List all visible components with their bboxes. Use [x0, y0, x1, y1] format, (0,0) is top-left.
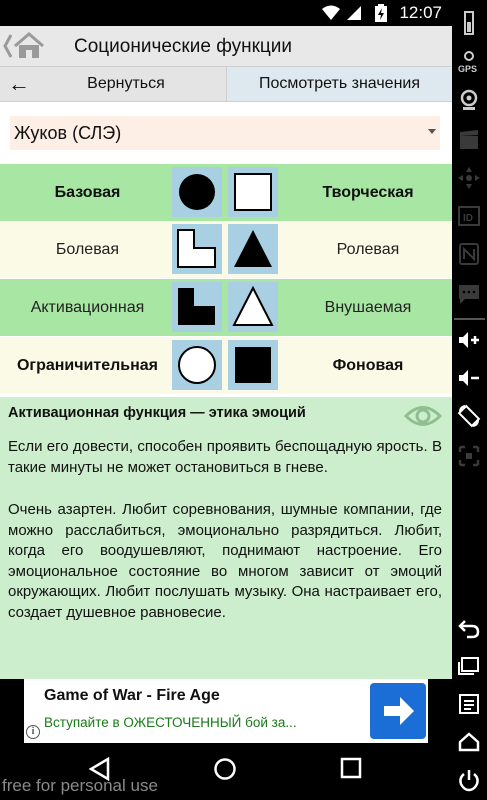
recents-stack-icon[interactable]	[457, 654, 481, 678]
page-title: Соционические функции	[74, 36, 293, 57]
function-row-activation-suggestive	[0, 279, 452, 336]
function-label-pain[interactable]: Болевая	[55, 240, 120, 258]
app-bar	[0, 26, 452, 66]
function-label-suggestive[interactable]: Внушаемая	[324, 298, 412, 316]
function-label-background[interactable]: Фоновая	[332, 356, 404, 374]
back-button[interactable]: Вернуться	[87, 75, 165, 92]
gps-icon[interactable]	[457, 50, 481, 76]
description-paragraph-1: Если его довести, способен проявить беспощадную ярость. В такие минуты не может остановиться в гневе.	[8, 438, 442, 476]
type-select-value: Жуков (СЛЭ)	[14, 123, 122, 143]
ad-margin-left	[0, 679, 24, 743]
id-label: ID	[463, 213, 473, 224]
watermark: free for personal use	[2, 776, 158, 795]
wifi-icon	[322, 5, 340, 21]
outline-square-icon[interactable]	[228, 167, 278, 217]
function-label-role[interactable]: Ролевая	[336, 240, 400, 258]
battery-icon	[375, 4, 387, 22]
filled-triangle-icon[interactable]	[228, 224, 278, 274]
home-outline-icon[interactable]	[457, 730, 481, 754]
outline-circle-icon[interactable]	[172, 340, 222, 390]
eye-icon[interactable]	[404, 403, 442, 429]
arrow-right-icon	[370, 683, 426, 739]
ad-banner[interactable]	[24, 679, 428, 743]
nfc-icon[interactable]	[457, 242, 481, 266]
gps-label: GPS	[458, 64, 478, 74]
back-arrow-icon[interactable]: ←	[8, 71, 30, 96]
ad-title[interactable]: Game of War - Fire Age	[44, 687, 220, 704]
volume-down-icon[interactable]	[457, 366, 481, 390]
dropdown-caret-icon	[428, 129, 436, 134]
rotate-icon[interactable]	[457, 404, 481, 428]
filled-l-shape-icon[interactable]	[172, 282, 222, 332]
ad-go-button[interactable]	[370, 683, 426, 739]
video-icon[interactable]	[457, 128, 481, 152]
function-row-base-creative	[0, 164, 452, 221]
dpad-icon[interactable]	[457, 166, 481, 190]
home-back-icon[interactable]	[2, 32, 46, 60]
type-select[interactable]	[10, 116, 440, 150]
back-curved-icon[interactable]	[457, 616, 481, 640]
description-paragraph-2: Очень азартен. Любит соревнования, шумные компании, где можно расслабиться, эмоционально разрядиться. Любит, когда его воодушевляют, поднимают настроение. Его эмоциональное состояние во многом зависит от эмоций окружающих. Любит послушать музыку. Она настраивает его, создает душевное равновесие.	[8, 501, 442, 621]
outline-triangle-icon[interactable]	[228, 282, 278, 332]
view-values-button[interactable]: Посмотреть значения	[226, 67, 452, 101]
description-title: Активационная функция — этика эмоций	[8, 405, 306, 421]
ad-info-icon[interactable]: i	[26, 725, 40, 739]
emulator-side-toolbar	[452, 0, 487, 800]
side-divider	[454, 318, 485, 320]
function-label-base[interactable]: Базовая	[54, 183, 121, 201]
nav-row	[0, 66, 452, 102]
id-icon[interactable]	[457, 204, 481, 228]
status-clock: 12:07	[399, 3, 442, 22]
filled-circle-icon[interactable]	[172, 167, 222, 217]
ad-margin-right	[428, 679, 452, 743]
function-row-limiting-background	[0, 337, 452, 394]
power-icon[interactable]	[457, 768, 481, 792]
volume-up-icon[interactable]	[457, 328, 481, 352]
ad-text[interactable]: Вступайте в ОЖЕСТОЧЕННЫЙ бой за...	[44, 715, 297, 730]
battery-side-icon[interactable]	[457, 10, 481, 36]
recent-apps-icon[interactable]	[340, 757, 362, 779]
filled-square-icon[interactable]	[228, 340, 278, 390]
function-label-limiting[interactable]: Ограничительная	[16, 356, 159, 374]
function-label-activation[interactable]: Активационная	[30, 298, 145, 316]
function-description	[0, 397, 452, 679]
camera-icon[interactable]	[457, 88, 481, 112]
type-selector-area	[0, 102, 452, 162]
outline-l-shape-icon[interactable]	[172, 224, 222, 274]
status-bar	[0, 0, 452, 26]
signal-icon	[346, 5, 362, 21]
menu-icon[interactable]	[457, 692, 481, 716]
message-icon[interactable]	[457, 282, 481, 306]
function-label-creative[interactable]: Творческая	[322, 183, 414, 201]
function-row-pain-role	[0, 221, 452, 278]
scale-icon[interactable]	[457, 444, 481, 468]
home-circle-icon[interactable]	[213, 757, 237, 781]
